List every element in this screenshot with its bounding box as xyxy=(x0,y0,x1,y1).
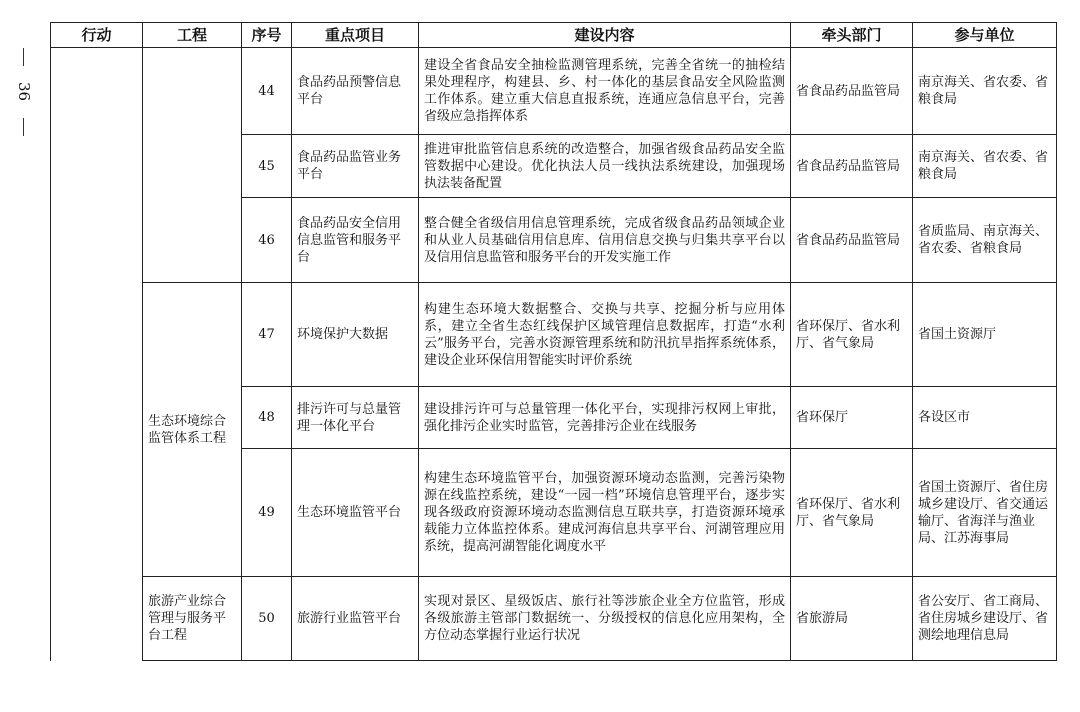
construction-content: 推进审批监管信息系统的改造整合，加强省级食品药品安全监管数据中心建设。优化执法人员一线执法系统建设，加强现场执法装备配置 xyxy=(419,135,791,198)
header-key-item: 重点项目 xyxy=(292,23,419,48)
header-lead-dept: 牵头部门 xyxy=(791,23,913,48)
header-number: 序号 xyxy=(242,23,292,48)
construction-content: 建设排污许可与总量管理一体化平台，实现排污权网上审批，强化排污企业实时监管，完善排污企业在线服务 xyxy=(419,387,791,449)
key-item: 排污许可与总量管理一体化平台 xyxy=(292,387,419,449)
header-project: 工程 xyxy=(143,23,242,48)
key-item: 生态环境监管平台 xyxy=(292,449,419,577)
construction-content: 构建生态环境大数据整合、交换与共享、挖掘分析与应用体系，建立全省生态红线保护区域管理信息数据库，打造“水利云”服务平台，完善水资源管理系统和防汛抗旱指挥系统体系，建设企业环保信用智能实时评价系统 xyxy=(419,283,791,387)
key-item: 食品药品预警信息平台 xyxy=(292,48,419,135)
row-number: 44 xyxy=(242,48,292,135)
key-item: 食品药品安全信用信息监管和服务平台 xyxy=(292,198,419,283)
header-action: 行动 xyxy=(51,23,143,48)
key-item: 旅游行业监管平台 xyxy=(292,577,419,661)
lead-department: 省环保厅 xyxy=(791,387,913,449)
page-number: 36 xyxy=(15,82,33,102)
key-item: 食品药品监管业务平台 xyxy=(292,135,419,198)
partner-units: 省公安厅、省工商局、省住房城乡建设厅、省测绘地理信息局 xyxy=(913,577,1057,661)
row-number: 45 xyxy=(242,135,292,198)
lead-department: 省旅游局 xyxy=(791,577,913,661)
page-number-marker xyxy=(14,48,34,138)
row-number: 49 xyxy=(242,449,292,577)
row-number: 48 xyxy=(242,387,292,449)
lead-department: 省食品药品监管局 xyxy=(791,135,913,198)
partner-units: 省质监局、南京海关、省农委、省粮食局 xyxy=(913,198,1057,283)
project-group-cell xyxy=(143,48,242,283)
header-content: 建设内容 xyxy=(419,23,791,48)
table-row xyxy=(51,283,1057,387)
row-number: 47 xyxy=(242,283,292,387)
table-row xyxy=(51,48,1057,135)
construction-content: 建设全省食品安全抽检监测管理系统，完善全省统一的抽检结果处理程序，构建县、乡、村一体化的基层食品安全风险监测工作体系。建立重大信息直报系统，连通应急信息平台，完善省级应急指挥体系 xyxy=(419,48,791,135)
header-partners: 参与单位 xyxy=(913,23,1057,48)
construction-content: 构建生态环境监管平台，加强资源环境动态监测，完善污染物源在线监控系统，建设“一园一档”环境信息管理平台，逐步实现各级政府资源环境动态监测信息互联共享，打造资源环境承载能力立体监控体系。建成河海信息共享平台、河湖管理应用系统，提高河湖智能化调度水平 xyxy=(419,449,791,577)
table-row xyxy=(51,577,1057,661)
lead-department: 省食品药品监管局 xyxy=(791,198,913,283)
page-number-rule-top xyxy=(23,48,24,66)
lead-department: 省环保厅、省水利厅、省气象局 xyxy=(791,449,913,577)
page-number-rule-bottom xyxy=(23,118,24,136)
project-group-cell: 旅游产业综合管理与服务平台工程 xyxy=(143,577,242,661)
action-cell xyxy=(51,48,143,661)
project-group-cell: 生态环境综合监管体系工程 xyxy=(143,283,242,577)
key-projects-table xyxy=(50,22,1057,661)
lead-department: 省环保厅、省水利厅、省气象局 xyxy=(791,283,913,387)
construction-content: 实现对景区、星级饭店、旅行社等涉旅企业全方位监管，形成各级旅游主管部门数据统一、分级授权的信息化应用架构，全方位动态掌握行业运行状况 xyxy=(419,577,791,661)
partner-units: 各设区市 xyxy=(913,387,1057,449)
partner-units: 省国土资源厅 xyxy=(913,283,1057,387)
partner-units: 南京海关、省农委、省粮食局 xyxy=(913,48,1057,135)
row-number: 46 xyxy=(242,198,292,283)
partner-units: 省国土资源厅、省住房城乡建设厅、省交通运输厅、省海洋与渔业局、江苏海事局 xyxy=(913,449,1057,577)
construction-content: 整合健全省级信用信息管理系统，完成省级食品药品领域企业和从业人员基础信用信息库、信用信息交换与归集共享平台以及信用信息监管和服务平台的开发实施工作 xyxy=(419,198,791,283)
partner-units: 南京海关、省农委、省粮食局 xyxy=(913,135,1057,198)
lead-department: 省食品药品监管局 xyxy=(791,48,913,135)
key-item: 环境保护大数据 xyxy=(292,283,419,387)
row-number: 50 xyxy=(242,577,292,661)
table-header-row xyxy=(51,23,1057,48)
